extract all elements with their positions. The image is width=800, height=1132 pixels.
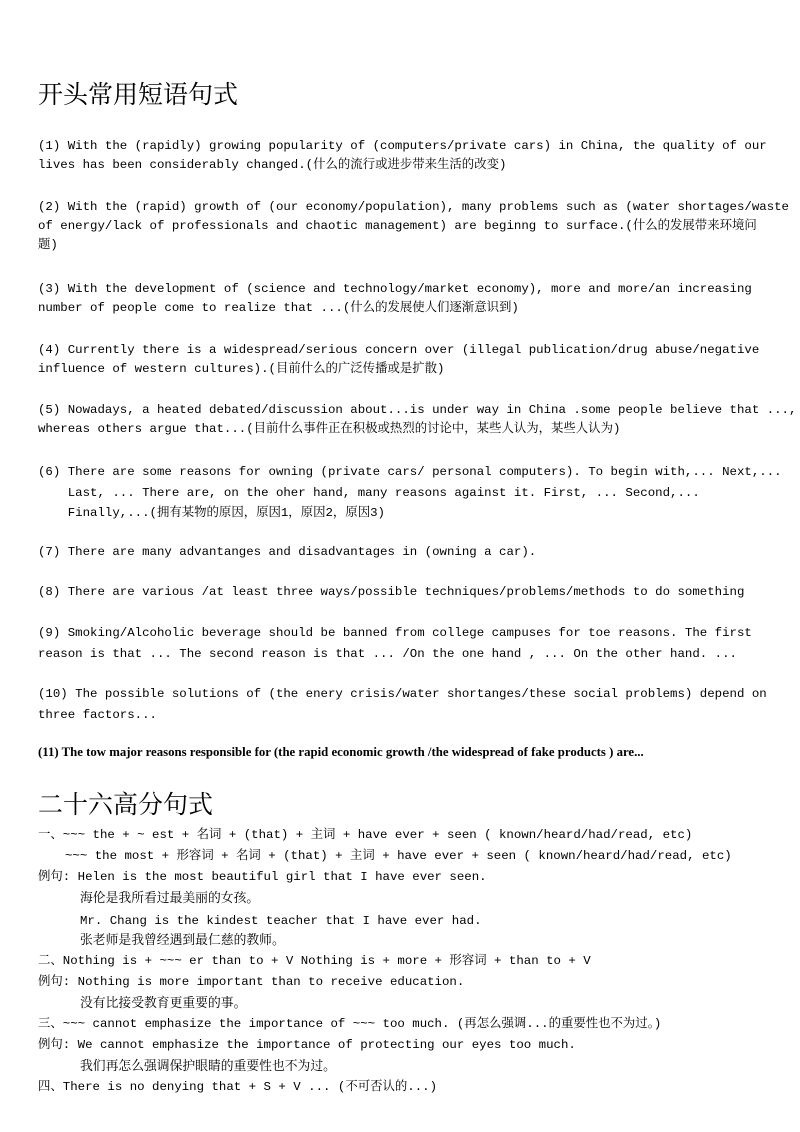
phrase-item-8-text: (8) There are various /at least three ways/possible techniques/problems/methods to do something bbox=[38, 585, 745, 599]
phrase-item-1-text: (1) With the (rapidly) growing popularity of (computers/private cars) in China, the quality of our lives has been considerably changed.(什么的流行或进步带来生活的改变) bbox=[38, 139, 767, 172]
phrase-item-10 bbox=[38, 684, 768, 726]
pattern-1-example-translation-1: 海伦是我所看过最美丽的女孩。 bbox=[80, 891, 260, 906]
pattern-1-example-2: Mr. Chang is the kindest teacher that I have ever had. bbox=[80, 914, 482, 928]
phrase-item-4-text: (4) Currently there is a widespread/serious concern over (illegal publication/drug abuse/negative influence of western cultures).(目前什么的广泛传播或是扩散) bbox=[38, 343, 760, 376]
section-title-high-score-patterns: 二十六高分句式 bbox=[38, 790, 214, 819]
phrase-item-8 bbox=[38, 583, 768, 602]
pattern-3-line: 三、~~~ cannot emphasize the importance of ~~~ too much. (再怎么强调...的重要性也不为过。) bbox=[38, 1017, 662, 1031]
pattern-3-example: 例句: We cannot emphasize the importance of protecting our eyes too much. bbox=[38, 1038, 576, 1052]
phrase-item-7 bbox=[38, 543, 768, 562]
pattern-2-line: 二、Nothing is + ~~~ er than to + V Nothing is + more + 形容词 + than to + V bbox=[38, 954, 591, 968]
phrase-item-7-text: (7) There are many advantanges and disadvantages in (owning a car). bbox=[38, 545, 537, 559]
phrase-item-10-text: (10) The possible solutions of (the enery crisis/water shortanges/these social problems) depend on three factors... bbox=[38, 687, 767, 722]
section-title-opening-phrases: 开头常用短语句式 bbox=[38, 80, 239, 109]
pattern-2-example: 例句: Nothing is more important than to receive education. bbox=[38, 975, 465, 989]
phrase-item-6-text: (6) There are some reasons for owning (private cars/ personal computers). To begin with,... Next,... Last, ... There are, on the oher hand, many reasons against it. First, ... Second,... Finally,...(拥有某物的原因，原因1，原因2，原因3) bbox=[38, 465, 782, 520]
pattern-2-example-translation: 没有比接受教育更重要的事。 bbox=[80, 996, 247, 1011]
phrase-item-2-text: (2) With the (rapid) growth of (our economy/population), many problems such as (water shortages/waste of energy/lack of professionals and chaotic management) are beginng to surface.(什么的发展带来环境问 题) bbox=[38, 200, 789, 252]
phrase-item-11: (11) The tow major reasons responsible for (the rapid economic growth /the widespread of fake products ) are... bbox=[38, 745, 644, 759]
phrase-item-9-text: (9) Smoking/Alcoholic beverage should be banned from college campuses for toe reasons. The first reason is that ... The second reason is that ... /On the one hand , ... On the other hand. ... bbox=[38, 626, 752, 661]
phrase-item-1 bbox=[38, 137, 768, 175]
pattern-4-line: 四、There is no denying that + S + V ... (不可否认的...) bbox=[38, 1080, 438, 1094]
phrase-item-2 bbox=[38, 198, 789, 255]
pattern-3-example-translation: 我们再怎么强调保护眼睛的重要性也不为过。 bbox=[80, 1059, 336, 1074]
phrase-item-3-text: (3) With the development of (science and technology/market economy), more and more/an increasing number of people come to realize that ...(什么的发展使人们逐渐意识到) bbox=[38, 282, 752, 315]
phrase-item-6 bbox=[38, 462, 782, 524]
phrase-item-3 bbox=[38, 280, 768, 318]
pattern-1-line-b: ~~~ the most + 形容词 + 名词 + (that) + 主词 + have ever + seen ( known/heard/had/read, etc) bbox=[65, 849, 732, 863]
pattern-1-example-label: 例句: Helen is the most beautiful girl that I have ever seen. bbox=[38, 870, 487, 884]
phrase-item-4 bbox=[38, 341, 768, 379]
phrase-item-5-text: (5) Nowadays, a heated debated/discussion about...is under way in China .some people believe that ..., whereas others argue that...(目前什么事件正在积极或热烈的讨论中，某些人认为，某些人认为) bbox=[38, 403, 797, 436]
pattern-1-example-translation-2: 张老师是我曾经遇到最仁慈的教师。 bbox=[80, 933, 285, 948]
pattern-1-line-a: 一、~~~ the + ~ est + 名词 + (that) + 主词 + have ever + seen ( known/heard/had/read, etc) bbox=[38, 828, 693, 842]
phrase-item-9 bbox=[38, 623, 768, 665]
phrase-item-5 bbox=[38, 401, 797, 439]
